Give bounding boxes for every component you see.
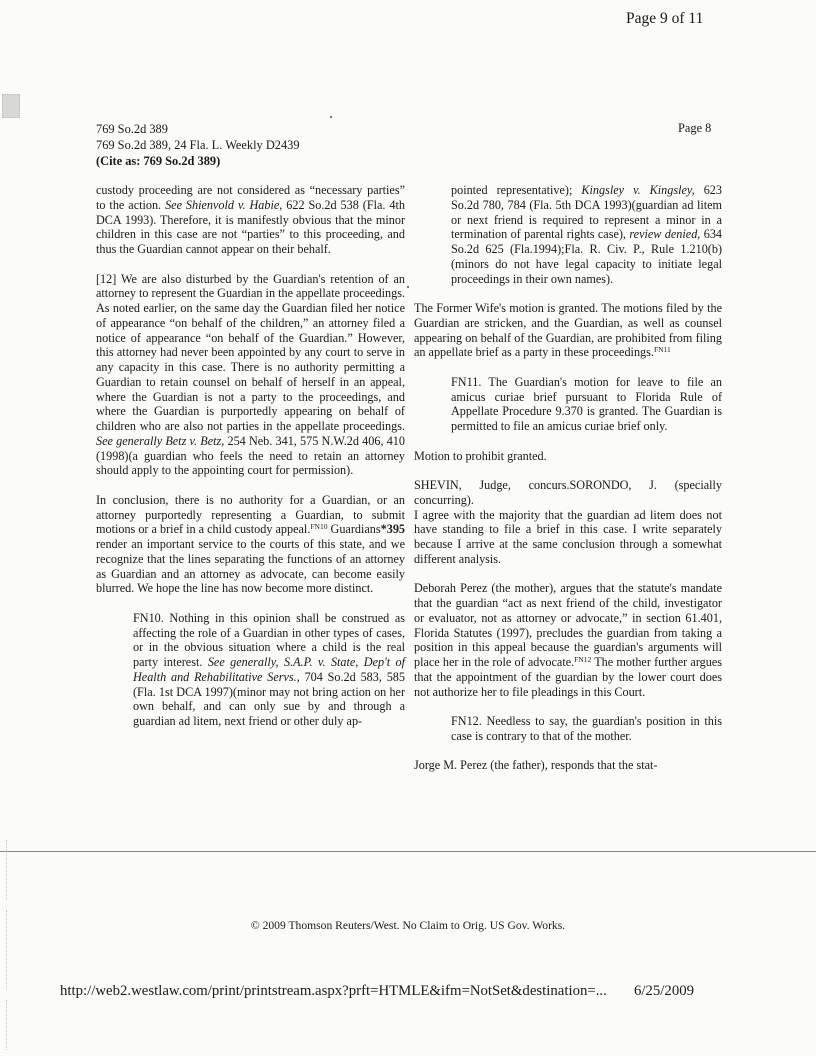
footnote-12: FN12. Needless to say, the guardian's position in this case is contrary to that of the mother. [451,714,722,743]
disposition: Motion to prohibit granted. [414,448,547,463]
citation-line: 769 So.2d 389, 24 Fla. L. Weekly D2439 [96,138,300,152]
inner-page-number: Page 8 [678,121,712,135]
footnote-ref[interactable]: FN12 [574,655,592,664]
cite-as: (Cite as: 769 So.2d 389) [96,154,221,168]
footnote-ref[interactable]: FN11 [653,345,671,355]
paragraph: Jorge M. Perez (the father), responds that the stat- [414,758,658,773]
case-citation: See Shienvold v. Habie, [165,197,283,212]
footnote-10-continued: pointed representative); Kingsley v. Kingsley, 623 So.2d 780, 784 (Fla. 5th DCA 1993)(guardian ad litem or next friend is required to represent a minor in a termination of parental rights case), review denied, 634 So.2d 625 (Fla.1994);Fla. R. Civ. P., Rule 1.210(b) (minors do not have legal capacity to initiate legal proceedings in their own names). [451,183,723,286]
scan-speck [330,116,332,118]
scan-speck [407,286,409,288]
judges-line: SHEVIN, Judge, concurs.SORONDO, J. (specially concurring). [414,478,722,507]
left-column [96,183,405,729]
copyright-notice: © 2009 Thomson Reuters/West. No Claim to Orig. US Gov. Works. [250,919,566,932]
citation-line: 769 So.2d 389 [96,122,168,136]
scan-artifact [2,94,20,118]
scan-artifact [6,1000,17,1050]
case-history: review denied, [629,227,701,242]
paragraph: Deborah Perez (the mother), argues that the statute's mandate that the guardian “act as next friend of the child, investigator or evaluator, not as attorney or advocate,” in section 61.401, Florida Statutes (1997), precludes the guardian from taking a position in this appeal because the guardian's arguments will place her in the role of advocate.$^{FN12}$ The mother further argues that the appointment of the guardian by the lower court does not authorize her to file pleadings in this Court. [414,581,723,699]
scan-artifact [6,840,17,900]
case-citation: Kingsley v. Kingsley, [581,183,695,197]
paragraph: custody proceeding are not considered as “necessary parties” to the action. See Shienvold v. Habie, 622 So.2d 538 (Fla. 4th DCA 1993). Therefore, it is manifestly obvious that the minor children in this case are not “parties” to this proceeding, and thus the Guardian cannot appear on their behalf. [96,183,405,256]
print-date: 6/25/2009 [634,983,695,999]
print-url[interactable]: http://web2.westlaw.com/print/printstream.aspx?prft=HTMLE&ifm=NotSet&destination=... [60,983,607,999]
footnote-11: FN11. The Guardian's motion for leave to file an amicus curiae brief pursuant to Florida Rule of Appellate Procedure 9.370 is granted. The Guardian is permitted to file an amicus curiae brief only. [451,374,722,433]
page-number: Page 9 of 11 [626,10,704,27]
paragraph: In conclusion, there is no authority for a Guardian, or an attorney purportedly representing a Guardian, to submit motions or a brief in a child custody appeal.$^{FN10}$ Guardians*395 render an important service to the courts of this state, and we recognize that the lines separating the functions of an attorney as Guardian and an attorney as advocate, can become easily blurred. We hope the line has now become more distinct. [96,492,405,596]
right-column [414,183,722,773]
footnote-ref[interactable]: FN10 [310,522,328,532]
star-page: *395 [380,522,405,537]
paragraph: I agree with the majority that the guardian ad litem does not have standing to file a brief in this case. I write separately because I arrive at the same conclusion through a somewhat different analysis. [414,507,722,566]
paragraph: [12] We are also disturbed by the Guardian's retention of an attorney to represent the Guardian in the appellate proceedings. As noted earlier, on the same day the Guardian filed her notice of appearance “on behalf of the children,” an attorney filed a notice of appearance “on behalf of the Guardian.” However, this attorney had never been appointed by any court to serve in any capacity in this case. There is no authority permitting a Guardian to retain counsel on behalf of herself in an appeal, where the Guardian is not a party to the proceedings, and where the Guardian is purportedly appearing on behalf of children who are also not parties in the appellate proceedings. See generally Betz v. Betz, 254 Neb. 341, 575 N.W.2d 406, 410 (1998)(a guardian who feels the need to retain an attorney should apply to the appointing court for permission). [96,271,405,478]
case-citation: See generally, S.A.P. v. State, Dep't of Health and Rehabilitative Servs., [133,655,405,684]
citation-header [96,121,300,169]
divider [0,851,816,852]
case-citation: See generally Betz v. Betz, [96,433,225,448]
footnote-10: FN10. Nothing in this opinion shall be construed as affecting the role of a Guardian in other types of cases, or in the obvious situation where a child is the real party interest. See generally, S.A.P. v. State, Dep't of Health and Rehabilitative Servs., 704 So.2d 583, 585 (Fla. 1st DCA 1997)(minor may not bring action on her own behalf, and can only sue by and through a guardian ad litem, next friend or other duly ap- [133,610,405,728]
paragraph: The Former Wife's motion is granted. The motions filed by the Guardian are stricken, and the Guardian, as well as counsel appearing on behalf of the Guardian, are prohibited from filing an appellate brief as a party in these proceedings.$^{FN11}$ [414,301,722,360]
